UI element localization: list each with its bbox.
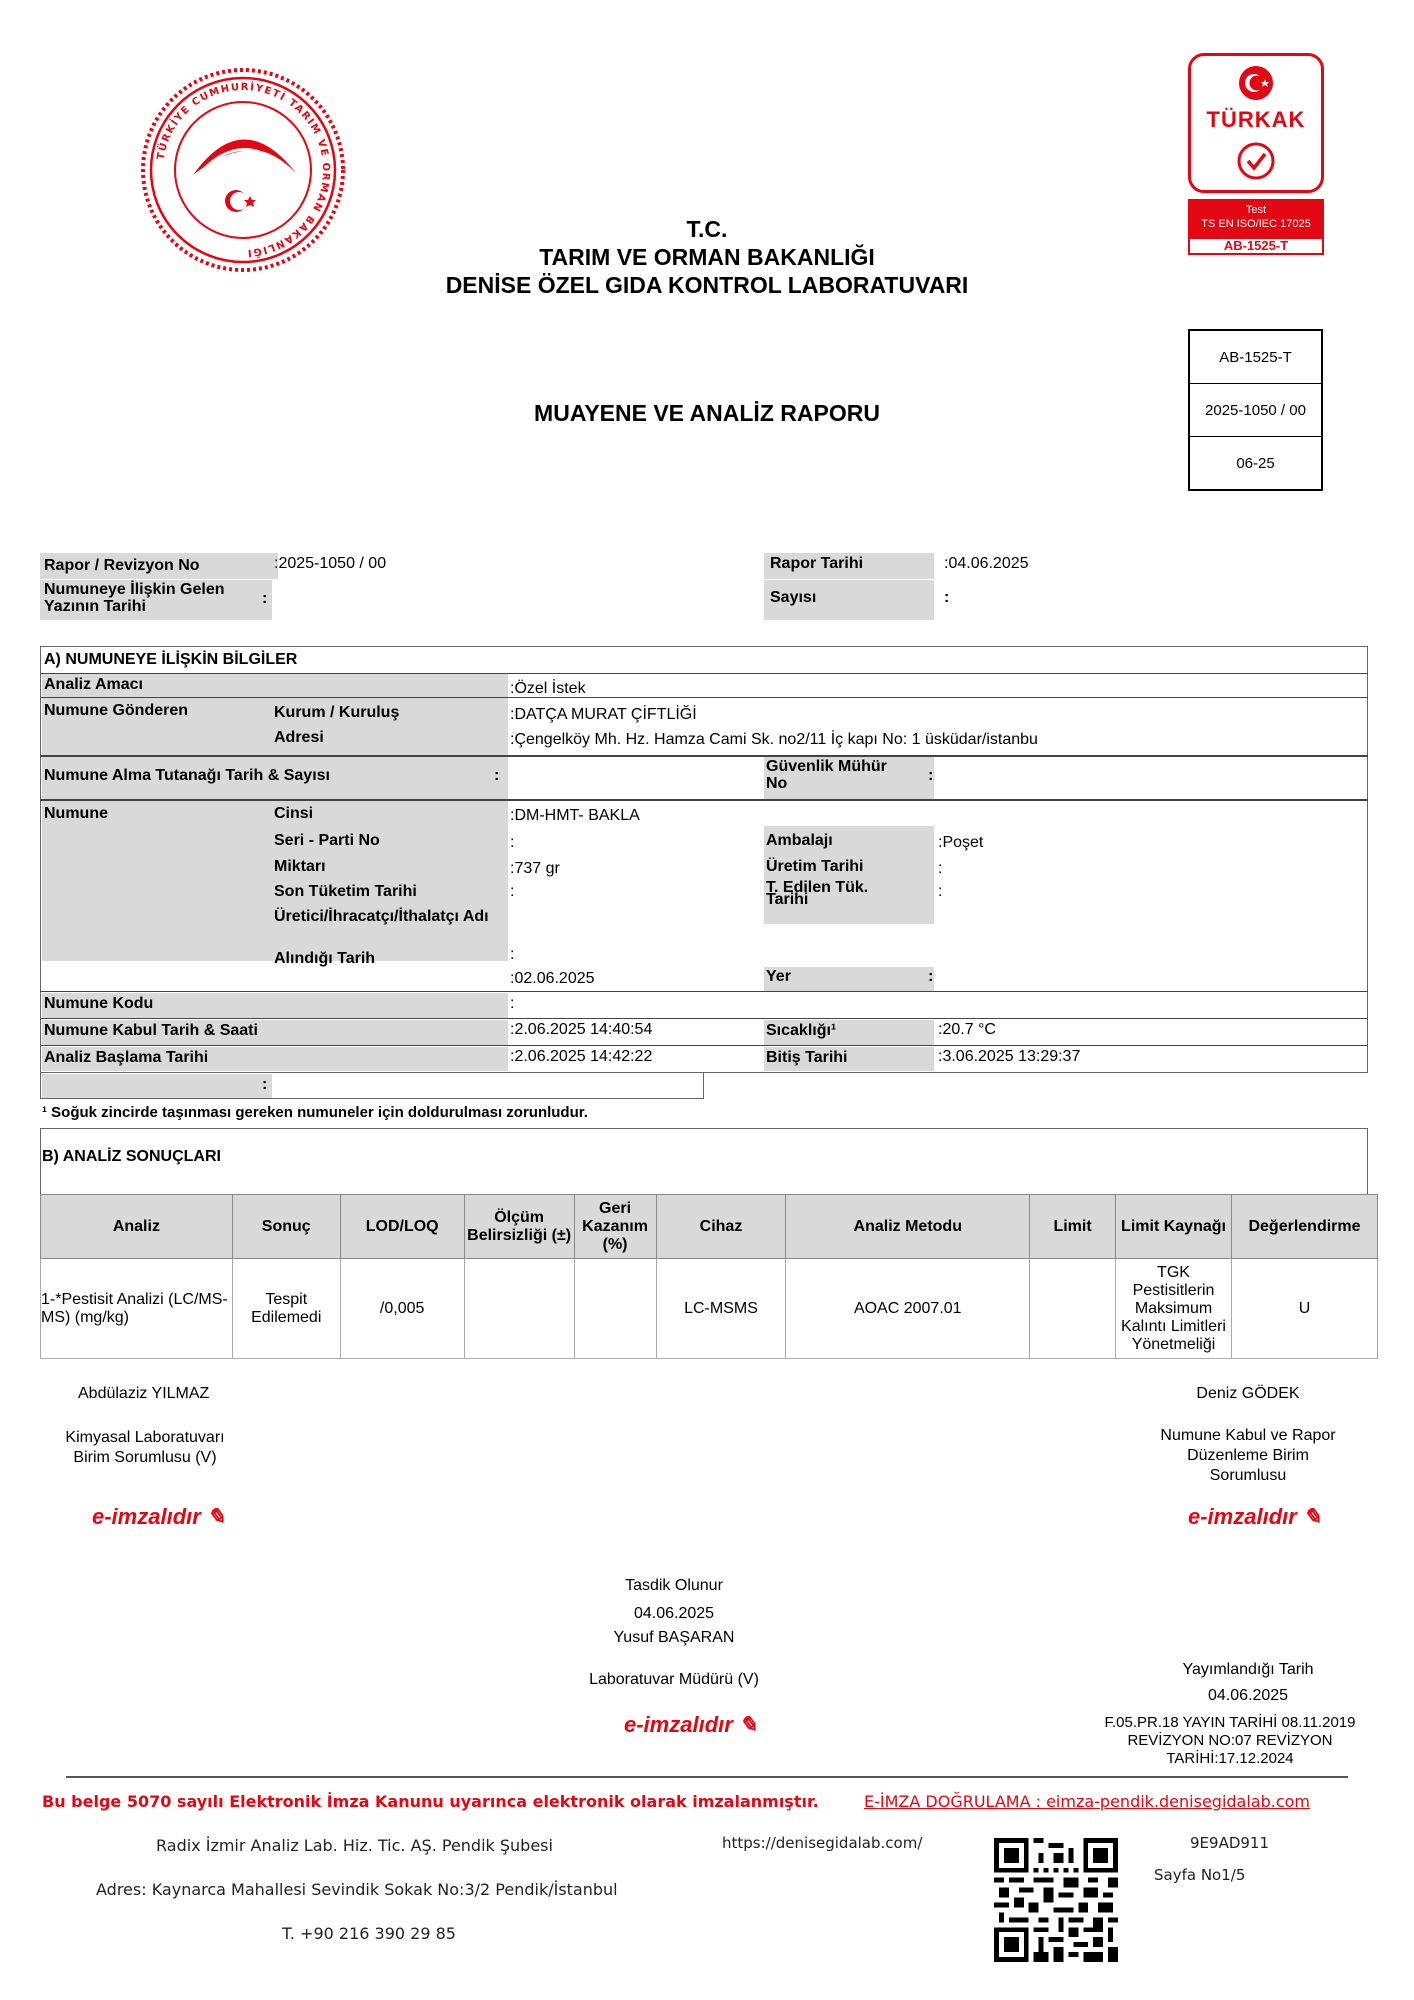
type-value: :DM-HMT- BAKLA — [510, 807, 640, 824]
left-signer-title: Kimyasal Laboratuvarı Birim Sorumlusu (V) — [65, 1429, 225, 1466]
start-value: :2.06.2025 14:42:22 — [510, 1048, 653, 1065]
right-eimza-stamp — [1188, 1504, 1321, 1530]
footer-divider — [66, 1776, 1348, 1778]
turkak-test: Test — [1245, 204, 1267, 216]
code-box-accreditation: AB-1525-T — [1190, 331, 1321, 384]
blank-row-colon: : — [262, 1076, 268, 1093]
form-code-line1: F.05.PR.18 YAYIN TARİHİ 08.11.2019 — [1104, 1714, 1356, 1731]
revision-value: :2025-1050 / 00 — [274, 555, 387, 572]
start-label: Analiz Başlama Tarihi — [44, 1049, 209, 1066]
section-b-frame — [40, 1128, 1368, 1194]
table-row — [41, 1259, 1378, 1359]
protocol-label: Numune Alma Tutanağı Tarih & Sayısı — [44, 767, 330, 784]
right-signer-title: Numune Kabul ve Rapor Düzenleme Birim Sorumlusu — [1160, 1427, 1336, 1484]
org-label: Kurum / Kuruluş — [274, 704, 400, 721]
page-number: Sayfa No1/5 — [1154, 1866, 1246, 1884]
quantity-label: Miktarı — [274, 858, 326, 875]
col-lodloq: LOD/LOQ — [340, 1195, 464, 1259]
seal-no-colon: : — [928, 767, 934, 784]
document-id: 9E9AD911 — [1190, 1834, 1270, 1852]
approve-date: 04.06.2025 — [633, 1605, 715, 1622]
left-eimza-stamp — [92, 1504, 225, 1530]
end-label: Bitiş Tarihi — [766, 1049, 848, 1066]
temp-label: Sıcaklığı¹ — [766, 1022, 837, 1039]
turkak-brand: TÜRKAK — [1206, 107, 1306, 132]
cell-recovery — [574, 1259, 656, 1359]
producer-value: : — [510, 946, 515, 963]
results-header-row — [41, 1195, 1378, 1259]
section-b-title: B) ANALİZ SONUÇLARI — [42, 1148, 221, 1165]
pen-icon: ✎ — [1296, 1504, 1322, 1529]
website-link[interactable]: https://denisegidalab.com/ — [722, 1834, 923, 1852]
col-limit-source: Limit Kaynağı — [1116, 1195, 1232, 1259]
crescent-star-icon — [1238, 65, 1274, 101]
code-box-period: 06-25 — [1236, 455, 1275, 472]
accept-label: Numune Kabul Tarih & Saati — [44, 1022, 258, 1039]
consume-value: : — [938, 883, 943, 900]
cell-method: AOAC 2007.01 — [786, 1259, 1030, 1359]
count-label: Sayısı — [770, 589, 817, 606]
cell-limit-source: TGK Pestisitlerin Maksimum Kalıntı Limitleri Yönetmeliği — [1116, 1259, 1232, 1359]
purpose-label: Analiz Amacı — [44, 676, 143, 693]
revision-label: Rapor / Revizyon No — [44, 557, 200, 574]
col-evaluation: Değerlendirme — [1231, 1195, 1377, 1259]
col-device: Cihaz — [656, 1195, 786, 1259]
cell-lodloq: /0,005 — [340, 1259, 464, 1359]
code-label: Numune Kodu — [44, 995, 154, 1012]
lot-value: : — [510, 834, 515, 851]
header-tc: T.C. — [686, 216, 728, 242]
header-ministry: TARIM VE ORMAN BAKANLIĞI — [539, 244, 875, 270]
center-eimza-text: e-imzalıdır — [624, 1712, 733, 1737]
left-signer-name: Abdülaziz YILMAZ — [78, 1385, 210, 1402]
count-value: : — [944, 589, 950, 606]
lot-label: Seri - Parti No — [274, 832, 380, 849]
protocol-colon: : — [494, 767, 500, 784]
prod-date-label: Üretim Tarihi — [766, 858, 864, 875]
col-recovery: Geri Kazanım (%) — [574, 1195, 656, 1259]
code-value: : — [510, 995, 515, 1012]
prod-date-value: : — [938, 860, 943, 877]
footnote: ¹ Soğuk zincirde taşınması gereken numuneler için doldurulması zorunludur. — [42, 1104, 588, 1121]
company-address: Adres: Kaynarca Mahallesi Sevindik Sokak No:3/2 Pendik/İstanbul — [96, 1880, 618, 1899]
check-badge-icon — [1236, 141, 1276, 181]
report-code-box — [1188, 329, 1323, 491]
col-analysis: Analiz — [41, 1195, 233, 1259]
org-value: :DATÇA MURAT ÇİFTLİĞİ — [510, 706, 697, 723]
pen-icon: ✎ — [200, 1504, 226, 1529]
expiry-label: Son Tüketim Tarihi — [274, 883, 417, 900]
cell-analysis: 1-*Pestisit Analizi (LC/MS-MS) (mg/kg) — [41, 1259, 233, 1359]
left-eimza-text: e-imzalıdır — [92, 1504, 201, 1529]
consume-label: T. Edilen Tük. Tarihi — [766, 879, 869, 908]
published-date: 04.06.2025 — [1207, 1687, 1289, 1704]
cell-uncertainty — [464, 1259, 574, 1359]
quantity-value: :737 gr — [510, 860, 560, 877]
purpose-value: :Özel İstek — [510, 680, 586, 697]
turkak-standard: TS EN ISO/IEC 17025 — [1201, 218, 1311, 230]
temp-value: :20.7 °C — [938, 1021, 996, 1038]
expiry-value: : — [510, 883, 515, 900]
approve-title: Laboratuvar Müdürü (V) — [589, 1671, 759, 1688]
qr-code-icon[interactable] — [994, 1838, 1118, 1962]
header-lab: DENİSE ÖZEL GIDA KONTROL LABORATUVARI — [445, 272, 969, 298]
sample-label: Numune — [44, 805, 108, 822]
col-limit: Limit — [1030, 1195, 1116, 1259]
code-box-report-no: 2025-1050 / 00 — [1190, 384, 1321, 437]
col-result: Sonuç — [232, 1195, 340, 1259]
company-name: Radix İzmir Analiz Lab. Hiz. Tic. AŞ. Pendik Şubesi — [156, 1836, 553, 1855]
turkak-code: AB-1525-T — [1188, 237, 1324, 255]
svg-text:TÜRKİYE CUMHURİYETİ TARIM VE O: TÜRKİYE CUMHURİYETİ TARIM VE ORMAN BAKANLIĞI — [155, 81, 332, 258]
package-value: :Poşet — [938, 834, 984, 851]
section-a-title: A) NUMUNEYE İLİŞKİN BİLGİLER — [44, 651, 298, 668]
legal-notice: Bu belge 5070 sayılı Elektronik İmza Kanunu uyarınca elektronik olarak imzalanmıştır. — [42, 1792, 819, 1811]
type-label: Cinsi — [274, 805, 314, 822]
address-label: Adresi — [274, 729, 324, 746]
sender-label: Numune Gönderen — [44, 702, 189, 719]
received-value: :02.06.2025 — [510, 970, 595, 987]
approve-label: Tasdik Olunur — [625, 1577, 723, 1594]
seal-no-label: Güvenlik Mühür No — [766, 758, 887, 792]
form-code-line3: TARİHİ:17.12.2024 — [1166, 1750, 1294, 1767]
published-label: Yayımlandığı Tarih — [1182, 1661, 1314, 1678]
sample-letter-label: Numuneye İlişkin Gelen Yazının Tarihi — [44, 581, 225, 615]
package-label: Ambalajı — [766, 832, 833, 849]
cell-device: LC-MSMS — [656, 1259, 786, 1359]
col-uncertainty: Ölçüm Belirsizliği (±) — [464, 1195, 574, 1259]
place-value: : — [928, 968, 934, 985]
report-title: MUAYENE VE ANALİZ RAPORU — [534, 400, 880, 426]
company-phone: T. +90 216 390 29 85 — [282, 1924, 456, 1943]
address-value: :Çengelköy Mh. Hz. Hamza Cami Sk. no2/11 İç kapı No: 1 üsküdar/istanbu — [510, 731, 1038, 748]
sample-letter-value: : — [262, 590, 268, 607]
cell-limit — [1030, 1259, 1116, 1359]
eimza-verify-link[interactable]: E-İMZA DOĞRULAMA : eimza-pendik.denisegidalab.com — [864, 1792, 1311, 1811]
end-value: :3.06.2025 13:29:37 — [938, 1048, 1081, 1065]
results-table — [40, 1194, 1378, 1359]
right-signer-name: Deniz GÖDEK — [1196, 1385, 1300, 1402]
form-code — [1080, 1714, 1380, 1768]
report-date-label: Rapor Tarihi — [770, 555, 864, 572]
col-method: Analiz Metodu — [786, 1195, 1030, 1259]
right-eimza-text: e-imzalıdır — [1188, 1504, 1297, 1529]
producer-label: Üretici/İhracatçı/İthalatçı Adı — [274, 908, 489, 925]
place-label: Yer — [766, 968, 791, 985]
cell-evaluation: U — [1231, 1259, 1377, 1359]
pen-icon: ✎ — [732, 1712, 758, 1737]
accept-value: :2.06.2025 14:40:54 — [510, 1021, 653, 1038]
center-eimza-stamp — [624, 1712, 757, 1738]
cell-result: Tespit Edilemedi — [232, 1259, 340, 1359]
form-code-line2: REVİZYON NO:07 REVİZYON — [1127, 1732, 1333, 1749]
report-date-value: :04.06.2025 — [944, 555, 1029, 572]
approve-name: Yusuf BAŞARAN — [613, 1629, 735, 1646]
received-label: Alındığı Tarih — [274, 950, 376, 967]
